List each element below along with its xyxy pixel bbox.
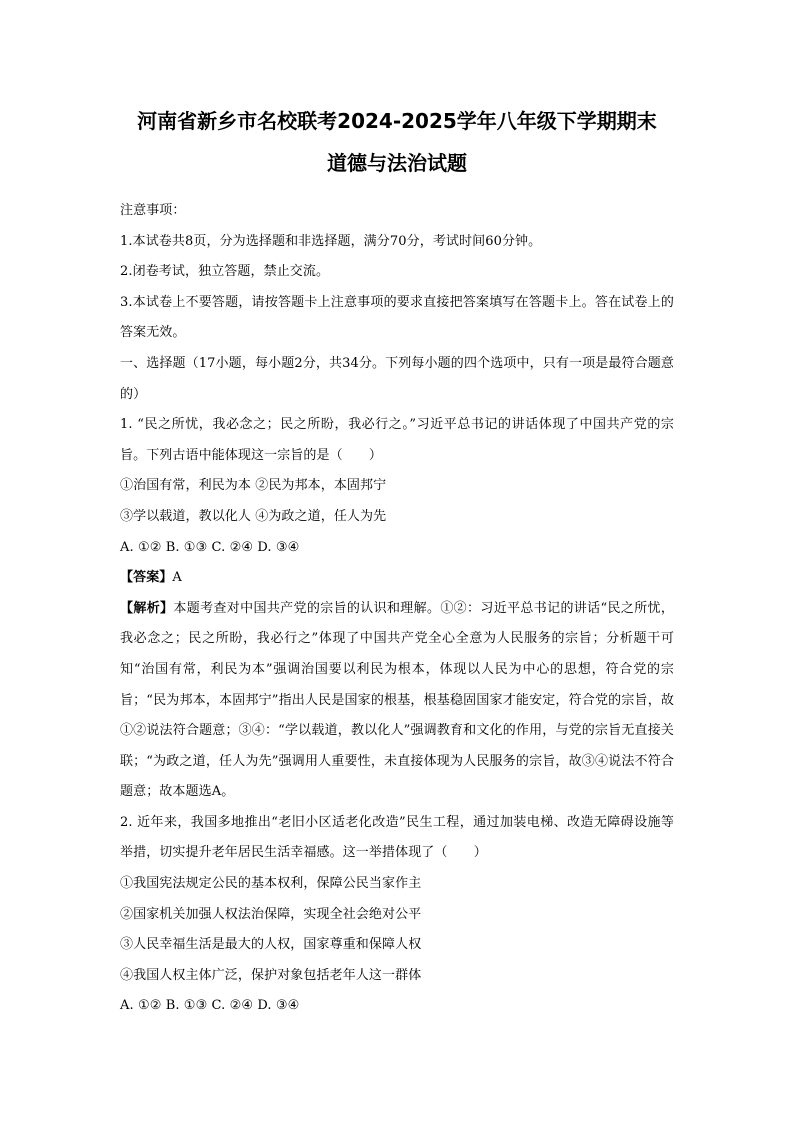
notice-item-1: 1.本试卷共8页，分为选择题和非选择题，满分70分，考试时间60分钟。 xyxy=(120,233,542,249)
question-options: A. ①② B. ①③ C. ②④ D. ③④ xyxy=(120,539,300,555)
document-title-line-1: 河南省新乡市名校联考2024-2025学年八年级下学期期末 xyxy=(137,109,657,133)
question-statement: ②国家机关加强人权法治保障，实现全社会绝对公平 xyxy=(120,906,422,922)
question-statement: ①我国宪法规定公民的基本权利，保障公民当家作主 xyxy=(120,876,422,892)
question-1 xyxy=(120,410,674,808)
analysis-block xyxy=(120,594,674,808)
question-statement: ④我国人权主体广泛，保护对象包括老年人这一群体 xyxy=(120,967,422,983)
answer-value: A xyxy=(172,570,182,586)
document-title-line-2: 道德与法治试题 xyxy=(327,151,467,175)
section-heading: 一、选择题（17小题，每小题2分，共34分。下列每小题的四个选项中，只有一项是最符合题意的） xyxy=(120,355,674,402)
question-2 xyxy=(120,808,674,1022)
question-stem: 2. 近年来，我国多地推出“老旧小区适老化改造”民生工程，通过加装电梯、改造无障碍设施等举措，切实提升老年居民生活幸福感。这一举措体现了（ ） xyxy=(120,814,674,861)
question-statement: ③学以载道，教以化人 ④为政之道，任人为先 xyxy=(120,508,387,524)
question-stem: 1. “民之所忧，我必念之；民之所盼，我必行之。”习近平总书记的讲话体现了中国共产党的宗旨。下列古语中能体现这一宗旨的是（ ） xyxy=(120,417,674,463)
question-options: A. ①② B. ①③ C. ②④ D. ③④ xyxy=(120,998,300,1014)
notice-item-3: 3.本试卷上不要答题，请按答题卡上注意事项的要求直接把答案填写在答题卡上。答在试卷上的答案无效。 xyxy=(120,294,674,341)
answer-label: 【答案】 xyxy=(120,570,173,586)
analysis-label: 【解析】 xyxy=(120,600,174,616)
answer-line xyxy=(120,563,674,594)
notice-item-2: 2.闭卷考试，独立答题，禁止交流。 xyxy=(120,264,330,280)
question-statement: ③人民幸福生活是最大的人权，国家尊重和保障人权 xyxy=(120,937,422,953)
analysis-text: 本题考查对中国共产党的宗旨的认识和理解。①②：习近平总书记的讲话“民之所忧，我必念之；民之所盼，我必行之”体现了中国共产党全心全意为人民服务的宗旨；分析题干可知“治国有常，利民为本”强调治国要以利民为根本，体现以人民为中心的思想，符合党的宗旨；“民为邦本，本固邦宁”指出人民是国家的根基，根基稳固国家才能安定，符合党的宗旨，故①②说法符合题意；③④：“学以载道，教以化人”强调教育和文化的作用，与党的宗旨无直接关联；“为政之道，任人为先”强调用人重要性，未直接体现为人民服务的宗旨，故③④说法不符合题意；故本题选A。 xyxy=(120,600,674,800)
notice-heading: 注意事项： xyxy=(120,203,186,218)
question-statement: ①治国有常，利民为本 ②民为邦本，本固邦宁 xyxy=(120,478,387,494)
